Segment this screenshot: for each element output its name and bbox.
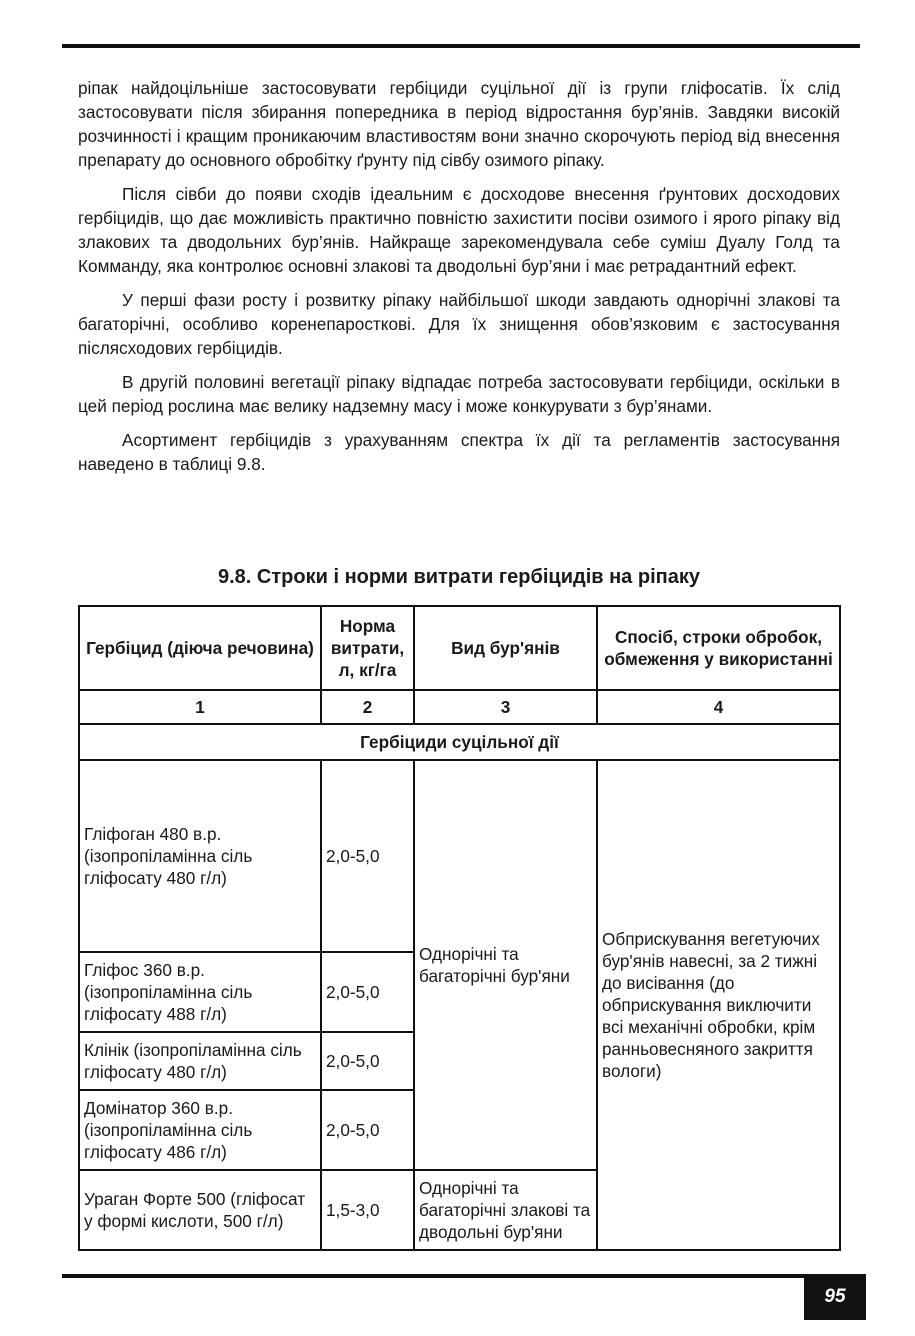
- herbicide-name-cell: Домінатор 360 в.р. (ізопропіламінна сіль гліфосату 486 г/л): [79, 1090, 321, 1170]
- herbicide-name-cell: Клінік (ізопропіламінна сіль гліфосату 480 г/л): [79, 1032, 321, 1090]
- paragraph-1: ріпак найдоцільніше застосовувати гербіциди суцільної дії із групи гліфосатів. Їх слід застосовувати після збирання попередника в період відростання бур’янів. Завдяки високій розчинності і кращим проникаючим властивостям вони значно скорочують період від внесення препарату до основного обробітку ґрунту під сівбу озимого ріпаку.: [78, 78, 840, 170]
- table-row: [79, 760, 840, 952]
- paragraph-4: В другій половині вегетації ріпаку відпадає потреба застосовувати гербіциди, оскільки в цей період рослина має велику надземну масу і може конкурувати з бур’янами.: [78, 372, 840, 416]
- body-text: [78, 76, 840, 486]
- paragraph-5: Асортимент гербіцидів з урахуванням спектра їх дії та регламентів застосування наведено в таблиці 9.8.: [78, 430, 840, 474]
- table-title: 9.8. Строки і норми витрати гербіцидів на ріпаку: [218, 566, 700, 588]
- weeds-cell: Однорічні та багаторічні бур'яни: [414, 760, 597, 1170]
- rate-cell: 2,0-5,0: [321, 760, 414, 952]
- rate-cell: 2,0-5,0: [321, 1032, 414, 1090]
- col-number-2: 2: [321, 690, 414, 724]
- section-title: Гербіциди суцільної дії: [79, 724, 840, 760]
- top-rule: [62, 44, 860, 48]
- rate-cell: 1,5-3,0: [321, 1170, 414, 1250]
- herbicide-name-cell: Гліфоган 480 в.р. (ізопропіламінна сіль гліфосату 480 г/л): [79, 760, 321, 952]
- column-number-row: [79, 690, 840, 724]
- col-number-3: 3: [414, 690, 597, 724]
- herbicide-name-cell: Ураган Форте 500 (гліфосат у формі кислоти, 500 г/л): [79, 1170, 321, 1250]
- herbicide-name-cell: Гліфос 360 в.р. (ізопропіламінна сіль гліфосату 488 г/л): [79, 952, 321, 1032]
- page-number: 95: [804, 1274, 866, 1320]
- rate-cell: 2,0-5,0: [321, 1090, 414, 1170]
- header-rate: Норма витрати, л, кг/га: [321, 606, 414, 690]
- bottom-rule: [62, 1274, 866, 1278]
- herbicide-table: [78, 605, 841, 1251]
- col-number-4: 4: [597, 690, 840, 724]
- header-weeds: Вид бур'янів: [414, 606, 597, 690]
- col-number-1: 1: [79, 690, 321, 724]
- weeds-cell: Однорічні та багаторічні злакові та дводольні бур'яни: [414, 1170, 597, 1250]
- rate-cell: 2,0-5,0: [321, 952, 414, 1032]
- section-row: [79, 724, 840, 760]
- header-herbicide: Гербіцид (діюча речовина): [79, 606, 321, 690]
- method-cell: Обприскування вегетуючих бур'янів навесні, за 2 тижні до висівання (до обприскування виключити всі механічні обробки, крім ранньовесняного закриття вологи): [597, 760, 840, 1250]
- header-row: [79, 606, 840, 690]
- paragraph-3: У перші фази росту і розвитку ріпаку найбільшої шкоди завдають однорічні злакові та багаторічні, особливо коренепаросткові. Для їх знищення обов’язковим є застосування післясходових гербіцидів.: [78, 290, 840, 358]
- header-method: Спосіб, строки обробок, обмеження у використанні: [597, 606, 840, 690]
- paragraph-2: Після сівби до появи сходів ідеальним є досходове внесення ґрунтових досходових гербіцидів, що дає можливість практично повністю захистити посіви озимого і ярого ріпаку від злакових та дводольних бур’янів. Найкраще зарекомендувала себе суміш Дуалу Голд та Комманду, яка контролює основні злакові та дводольні бур’яни і має ретрадантний ефект.: [78, 184, 840, 276]
